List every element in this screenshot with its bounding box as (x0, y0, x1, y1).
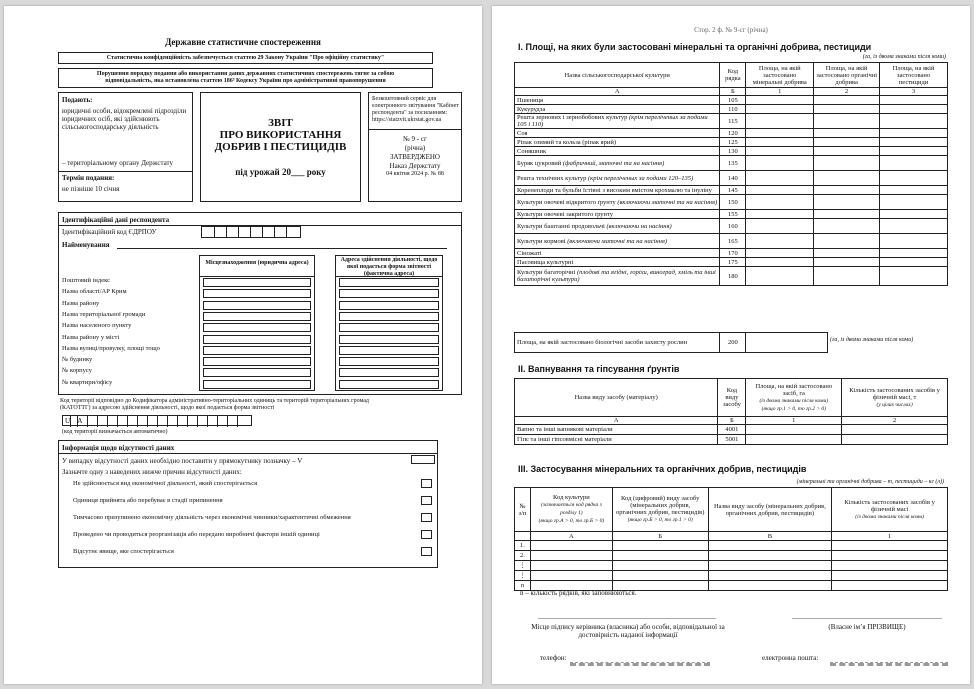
crop-name (515, 267, 720, 286)
pesticide-area-input[interactable] (880, 249, 948, 258)
agent-qty-input[interactable] (832, 571, 948, 581)
absence-reason-checkbox[interactable] (421, 496, 432, 505)
organic-area-input[interactable] (814, 138, 880, 147)
survey-title: Державне статистичне спостереження (165, 37, 321, 47)
submitters-box (58, 92, 193, 202)
crop-name-label: Культури кормові (517, 237, 566, 245)
s1-header-mineral: Площа, на якій застосовано мінеральні добрива (746, 63, 814, 88)
legal-address-input[interactable] (203, 278, 311, 287)
absence-reason-label: Не здійснюється вид економічної діяльності, який спостерігається (73, 480, 258, 487)
absence-reason-checkbox[interactable] (421, 479, 432, 488)
quantity-input[interactable] (842, 435, 948, 445)
edrpou-input[interactable] (201, 226, 301, 238)
legal-address-input[interactable] (203, 301, 311, 310)
katottg-code-input[interactable] (62, 415, 252, 426)
form-code: № 9 - сг (403, 135, 427, 143)
s1-header-code: Код рядка (720, 63, 746, 88)
pesticide-area-input[interactable] (880, 219, 948, 234)
page-header: Стор. 2 ф. № 9-сг (річна) (694, 26, 768, 34)
order-label: Наказ Держстату (389, 162, 441, 170)
row-number: ⋮ (515, 571, 531, 581)
table-row (515, 156, 948, 171)
s2-header-code: Код виду засобу (718, 379, 746, 417)
s3-header-code-label: Код (цифровий) виду засобу (мінеральних добрив, органічних добрив, пестицидів) (615, 495, 705, 516)
address-row-label: Поштовий індекс (62, 277, 110, 284)
s1-index-3: 3 (880, 88, 948, 96)
agent-qty-input[interactable] (832, 561, 948, 571)
organic-area-input[interactable] (814, 249, 880, 258)
agent-name-input[interactable] (708, 571, 832, 581)
quantity-input[interactable] (842, 425, 948, 435)
s3-index-c: В (708, 532, 832, 541)
absence-reason-checkbox[interactable] (421, 530, 432, 539)
crop-name-label: Культури овочеві відкритого ґрунту (517, 198, 616, 206)
row-number: ⋮ (515, 561, 531, 571)
s2-index-b: Б (718, 417, 746, 425)
absence-mark-box[interactable] (411, 455, 435, 464)
mineral-area-input[interactable] (746, 96, 814, 105)
report-year: під урожай 20___ року (235, 167, 326, 177)
ua-prefix: U A (65, 417, 86, 425)
auto-note: (код території визначається автоматично) (62, 429, 168, 435)
table-row (515, 571, 948, 581)
row-number: n (515, 581, 531, 591)
actual-address-input[interactable] (339, 289, 439, 298)
organic-area-input[interactable] (814, 210, 880, 219)
legal-address-input[interactable] (203, 289, 311, 298)
row-code: 155 (720, 210, 746, 219)
name-label: Найменування (62, 241, 110, 249)
pesticide-area-input[interactable] (880, 138, 948, 147)
table-row (515, 210, 948, 219)
agent-name-input[interactable] (708, 541, 832, 551)
address-row-label: Назва вулиці/провулку, площі тощо (62, 344, 160, 352)
absence-reason-label: Тимчасово призупинено економічну діяльність через економічні чинники/характентичні обмеження (73, 514, 351, 521)
report-title-box (200, 92, 361, 202)
s2-header-qty (842, 379, 948, 417)
row-code: 175 (720, 258, 746, 267)
pesticide-area-input[interactable] (880, 186, 948, 195)
actual-address-input[interactable] (339, 323, 439, 332)
crop-name (515, 258, 720, 267)
s2-header-qty-label: Кількість застосованих засобів у фізичній масі, т (849, 386, 940, 401)
crop-name-label: Соняшник (517, 147, 547, 155)
s1-index-a: А (515, 88, 720, 96)
mineral-area-input[interactable] (746, 195, 814, 210)
agent-code-input[interactable] (612, 571, 708, 581)
crop-name-label: Пшениця (517, 96, 544, 104)
email-field[interactable] (830, 662, 948, 666)
address-row-label: Назва району (62, 299, 100, 307)
material-name: Гіпс та інші гіпсовмісні матеріали (515, 435, 718, 445)
crop-name-label: Сіножаті (517, 249, 542, 257)
legal-address-input[interactable] (203, 312, 311, 321)
table-row (515, 147, 948, 156)
absence-reason-checkbox[interactable] (421, 547, 432, 556)
s3-header-type: Назва виду засобу (мінеральних добрив, органічних добрив, пестицидів) (708, 488, 832, 532)
agent-qty-input[interactable] (832, 541, 948, 551)
bio-row-table (514, 332, 828, 353)
mineral-area-input[interactable] (746, 249, 814, 258)
s2-sub-0: (із двома знаками після коми) (759, 397, 829, 404)
actual-address-input[interactable] (339, 312, 439, 321)
area-input[interactable] (746, 435, 842, 445)
page-2 (492, 6, 970, 684)
form-info-box (368, 92, 462, 202)
crop-code-input[interactable] (530, 551, 612, 561)
absence-reason-label: Проведено чи проводиться реорганізація або передано виробничі фактори іншій одиниці (73, 531, 320, 538)
crop-name-label: Кукурудза (517, 105, 546, 113)
organic-area-input[interactable] (814, 171, 880, 186)
phone-field[interactable] (570, 662, 710, 666)
row-code: 120 (720, 129, 746, 138)
section-2-table (514, 378, 948, 445)
s1-index-1: 1 (746, 88, 814, 96)
table-row (515, 138, 948, 147)
organic-area-input[interactable] (814, 195, 880, 210)
bio-row-name: Площа, на якій застосовано біологічні засоби захисту рослин (515, 333, 720, 353)
mineral-area-input[interactable] (746, 267, 814, 286)
table-row (515, 541, 948, 551)
crop-name (515, 114, 720, 129)
s2-index-a: А (515, 417, 718, 425)
s1-index-2: 2 (814, 88, 880, 96)
page-1 (4, 6, 482, 684)
table-row (515, 258, 948, 267)
pesticide-area-input[interactable] (880, 258, 948, 267)
pesticide-area-input[interactable] (880, 96, 948, 105)
row-number: 2. (515, 551, 531, 561)
address-row-label: Назва району у місті (62, 333, 120, 341)
s2-header-area-label: Площа, на якій застосовано засіб, га (755, 382, 833, 397)
s3-sub-1: (якщо гр.А > 0, то гр.Б > 0) (538, 518, 605, 524)
table-row (515, 96, 948, 105)
crop-name (515, 219, 720, 234)
crop-name-note: (включаючи маточні та на насіння) (567, 237, 668, 245)
table-row (515, 267, 948, 286)
row-code: 160 (720, 219, 746, 234)
row-code: 115 (720, 114, 746, 129)
material-name: Вапно та інші вапнякові матеріали (515, 425, 718, 435)
organic-area-input[interactable] (814, 267, 880, 286)
table-row (515, 551, 948, 561)
row-code: 180 (720, 267, 746, 286)
table-row (515, 249, 948, 258)
s2-index-2: 2 (842, 417, 948, 425)
agent-qty-input[interactable] (832, 551, 948, 561)
s3-sub-3: (із двома знаками після коми) (855, 513, 924, 520)
pesticide-area-input[interactable] (880, 156, 948, 171)
actual-address-input[interactable] (339, 380, 439, 389)
agent-name-input[interactable] (708, 561, 832, 571)
s3-header-no: № з/п (515, 488, 531, 532)
section-3-title: III. Застосування мінеральних та органічних добрив, пестицидів (518, 464, 807, 474)
address-row-label: № будинку (62, 356, 93, 364)
table-row (515, 129, 948, 138)
deadline-text: не пізніше 10 січня (62, 185, 120, 193)
crop-name (515, 156, 720, 171)
absence-reason-label: Відсутнє явище, яке спостерігається (73, 548, 174, 555)
section-2-title: II. Вапнування та гіпсування ґрунтів (518, 364, 680, 374)
bio-row-code: 200 (720, 333, 746, 353)
section-3-table (514, 487, 948, 591)
s2-sub-1: (якщо гр.1 > 0, то гр.2 > 0) (761, 405, 827, 412)
crop-name (515, 234, 720, 249)
s3-index-1: 1 (832, 532, 948, 541)
s1-header-pesticides: Площа, на якій застосовано пестициди (880, 63, 948, 88)
row-code: 125 (720, 138, 746, 147)
crop-name-note: (крім переліченых за подами 105 і 110) (517, 114, 708, 128)
pesticide-area-input[interactable] (880, 147, 948, 156)
organic-area-input[interactable] (814, 186, 880, 195)
mineral-area-input[interactable] (746, 186, 814, 195)
approved-label: ЗАТВЕРДЖЕНО (390, 153, 440, 161)
organic-area-input[interactable] (814, 156, 880, 171)
row-code: 165 (720, 234, 746, 249)
actual-address-header: Адреса здійснення діяльності, щодо якої подається форма звітності (фактична адреса) (335, 255, 443, 277)
absence-heading: Інформація щодо відсутності даних (62, 444, 175, 452)
s2-sub-2: (у цілих числах) (876, 401, 913, 408)
actual-address-input[interactable] (339, 346, 439, 355)
s1-index-b: Б (720, 88, 746, 96)
s2-header-name: Назва виду засобу (матеріалу) (515, 379, 718, 417)
table-row (515, 114, 948, 129)
pesticide-area-input[interactable] (880, 129, 948, 138)
table-row (515, 561, 948, 571)
report-title: ЗВІТ ПРО ВИКОРИСТАННЯ ДОБРИВ І ПЕСТИЦИДІВ (214, 117, 347, 153)
agent-qty-input[interactable] (832, 581, 948, 591)
legal-address-input[interactable] (203, 368, 311, 377)
mineral-area-input[interactable] (746, 156, 814, 171)
row-code: 110 (720, 105, 746, 114)
section-1-title: I. Площі, на яких були застосовані мінеральні та органічні добрива, пестициди (518, 42, 872, 52)
katottg-note: Код території відповідно до Кодифікатора адміністративно-територіальних одиниць та територій територіальних громад (КАТОТТГ) за адресою здійснення діяльності, щодо якої подається форма звітності (60, 398, 369, 411)
row-code: 145 (720, 186, 746, 195)
s3-header-code (612, 488, 708, 532)
legal-address-input[interactable] (203, 357, 311, 366)
crop-name (515, 129, 720, 138)
pesticide-area-input[interactable] (880, 210, 948, 219)
actual-address-input[interactable] (339, 301, 439, 310)
s3-header-qty-label: Кількість застосованих засобів у фізичній масі (844, 498, 935, 513)
pesticide-area-input[interactable] (880, 195, 948, 210)
crop-name (515, 105, 720, 114)
mineral-area-input[interactable] (746, 129, 814, 138)
s3-header-crop-label: Код культури (553, 494, 590, 501)
submitters-heading: Подають: (62, 96, 93, 104)
table-row (515, 425, 948, 435)
mineral-area-input[interactable] (746, 219, 814, 234)
crop-code-input[interactable] (530, 561, 612, 571)
edrpou-label: Ідентифікаційний код ЄДРПОУ (62, 228, 157, 236)
mineral-area-input[interactable] (746, 258, 814, 267)
agent-code-input[interactable] (612, 561, 708, 571)
section-1-units: (га, із двома знаками після коми) (862, 54, 946, 60)
material-code: 5001 (718, 435, 746, 445)
crop-name-note: (крім переліченых за подами 120–135) (588, 174, 694, 182)
crop-name-note: (включаючи на насіння) (606, 222, 672, 230)
table-row (515, 435, 948, 445)
crop-name (515, 186, 720, 195)
pesticide-area-input[interactable] (880, 267, 948, 286)
mineral-area-input[interactable] (746, 210, 814, 219)
crop-name-note: (включаючи маточні та на насіння) (617, 198, 718, 206)
crop-name (515, 96, 720, 105)
section-3-units: (мінеральні та органічні добрива – т, пестициди – кг (л)) (796, 479, 944, 485)
table-row (515, 105, 948, 114)
absence-box (58, 440, 438, 568)
s3-sub-2: (якщо гр.Б > 0, то гр.1 > 0) (627, 517, 693, 523)
s1-header-organic: Площа, на якій застосовано органічні добрива (814, 63, 880, 88)
table-row (515, 171, 948, 186)
actual-address-input[interactable] (339, 368, 439, 377)
legal-address-input[interactable] (203, 335, 311, 344)
crop-name-label: Пасовища культурні (517, 258, 574, 266)
mineral-area-input[interactable] (746, 171, 814, 186)
absence-reason-label: Зазначте одну з наведених нижче причин відсутності даних: (62, 468, 242, 476)
crop-name-label: Культури баштанні продовольчі (517, 222, 605, 230)
address-row-label: № корпусу (62, 367, 92, 375)
crop-name-label: Решта зернових і зернобобових культур (517, 114, 628, 121)
s3-header-crop (530, 488, 612, 532)
signature-caption: Місце підпису керівника (власника) або особи, відповідальної за достовірність наданої інформації (531, 623, 725, 639)
crop-name-note: (плодові та ягідні, горіхи, виноград, хміль та інші багаторічні культури) (517, 269, 716, 283)
address-row-label: № квартири/офісу (62, 378, 113, 386)
crop-name-label: Культури овочеві закритого ґрунту (517, 210, 614, 218)
crop-code-input[interactable] (530, 571, 612, 581)
legal-address-input[interactable] (203, 346, 311, 355)
respondent-id-box (58, 212, 462, 395)
respondent-id-heading: Ідентифікаційні дані респондента (62, 216, 170, 224)
pesticide-area-input[interactable] (880, 114, 948, 129)
row-code: 135 (720, 156, 746, 171)
organic-area-input[interactable] (814, 114, 880, 129)
legal-address-input[interactable] (203, 380, 311, 389)
bio-row-value[interactable] (746, 333, 828, 353)
actual-address-input[interactable] (339, 357, 439, 366)
order-date: 04 квітня 2024 р. № 88 (386, 171, 444, 177)
s2-index-1: 1 (746, 417, 842, 425)
form-period: (річна) (404, 144, 426, 152)
organic-area-input[interactable] (814, 234, 880, 249)
pesticide-area-input[interactable] (880, 105, 948, 114)
violation-note: Порушення порядку подання або використання даних державних статистичних спостережень тягне за собою відповідальність, яка встановлена статтею 186³ Кодексу України про адміністративні правопорушення (58, 68, 433, 88)
address-row-label: Назва населеного пункту (62, 322, 132, 330)
s3-index-a: А (530, 532, 612, 541)
submitters-text: юридичні особи, відокремлені підрозділи юридичних осіб, які здійснюють сільськогосподарську діяльність (62, 107, 187, 131)
pesticide-area-input[interactable] (880, 171, 948, 186)
organic-area-input[interactable] (814, 258, 880, 267)
address-row-label: Назва області/АР Крим (62, 288, 127, 296)
absence-reason-label: Одиниця прийнята або перебуває в стадії припинення (73, 497, 223, 504)
crop-code-input[interactable] (530, 541, 612, 551)
agent-code-input[interactable] (612, 541, 708, 551)
agent-name-input[interactable] (708, 551, 832, 561)
row-code: 130 (720, 147, 746, 156)
row-code: 150 (720, 195, 746, 210)
location-header: Місцезнаходження (юридична адреса) (199, 255, 315, 277)
crop-name-label: Буряк цукровий (517, 159, 562, 167)
phone-label: телефон: (540, 654, 567, 662)
s1-header-name: Назва сільськогосподарської культури (515, 63, 720, 88)
deadline-heading: Термін подання: (62, 174, 115, 182)
agent-name-input[interactable] (708, 581, 832, 591)
s2-header-area (746, 379, 842, 417)
crop-name (515, 249, 720, 258)
confidentiality-note: Статистична конфіденційність забезпечується статтею 29 Закону України "Про офіційну статистику" (58, 52, 433, 64)
address-row-label: Назва територіальної громади (62, 310, 146, 318)
crop-name-label: Соя (517, 129, 528, 137)
crop-name-label: Культури багаторічні (517, 269, 576, 276)
crop-name (515, 210, 720, 219)
service-text[interactable]: Безкоштовний сервіс для електронного звітування "Кабінет респондента" за посиланням: https://statzvit.ukrstat.gov.ua (372, 96, 459, 123)
organic-area-input[interactable] (814, 105, 880, 114)
organic-area-input[interactable] (814, 96, 880, 105)
absence-text: У випадку відсутності даних необхідно поставити у прямокутнику позначку – V (62, 457, 303, 465)
bio-units: (га, із двома знаками після коми) (830, 337, 914, 343)
crop-name-label: Ріпак озимий та кольза (ріпак ярий) (517, 138, 616, 146)
table-row (515, 186, 948, 195)
actual-address-input[interactable] (339, 278, 439, 287)
area-input[interactable] (746, 425, 842, 435)
crop-name-label: Коренеплоди та бульби їстівні з високим вмістом крохмалю та інуліну (517, 186, 712, 194)
table-row (515, 219, 948, 234)
organic-area-input[interactable] (814, 219, 880, 234)
crop-name-label: Решта технічних культур (517, 174, 587, 182)
n-note: n – кількість рядків, які заповнюються. (520, 589, 637, 597)
mineral-area-input[interactable] (746, 234, 814, 249)
table-row (515, 234, 948, 249)
row-code: 140 (720, 171, 746, 186)
s3-index-b: Б (612, 532, 708, 541)
organic-area-input[interactable] (814, 147, 880, 156)
s3-sub-0: (зазначається код рядка з розділу 1) (540, 502, 602, 516)
mineral-area-input[interactable] (746, 105, 814, 114)
crop-name (515, 138, 720, 147)
row-number: 1. (515, 541, 531, 551)
submitters-target: – територіальному органу Держстату (62, 159, 174, 167)
mineral-area-input[interactable] (746, 138, 814, 147)
crop-name-note: (фабричний, маточні та на насіння) (562, 159, 665, 167)
legal-address-input[interactable] (203, 323, 311, 332)
material-code: 4001 (718, 425, 746, 435)
row-code: 105 (720, 96, 746, 105)
absence-reason-checkbox[interactable] (421, 513, 432, 522)
mineral-area-input[interactable] (746, 147, 814, 156)
pesticide-area-input[interactable] (880, 234, 948, 249)
crop-name (515, 147, 720, 156)
email-label: електронна пошта: (762, 654, 819, 662)
section-1-table (514, 62, 948, 286)
organic-area-input[interactable] (814, 129, 880, 138)
mineral-area-input[interactable] (746, 114, 814, 129)
row-code: 170 (720, 249, 746, 258)
crop-name (515, 171, 720, 186)
s3-header-qty (832, 488, 948, 532)
actual-address-input[interactable] (339, 335, 439, 344)
agent-code-input[interactable] (612, 551, 708, 561)
crop-name (515, 195, 720, 210)
table-row (515, 195, 948, 210)
name-caption: (Власне ім’я ПРІЗВИЩЕ) (828, 623, 906, 631)
